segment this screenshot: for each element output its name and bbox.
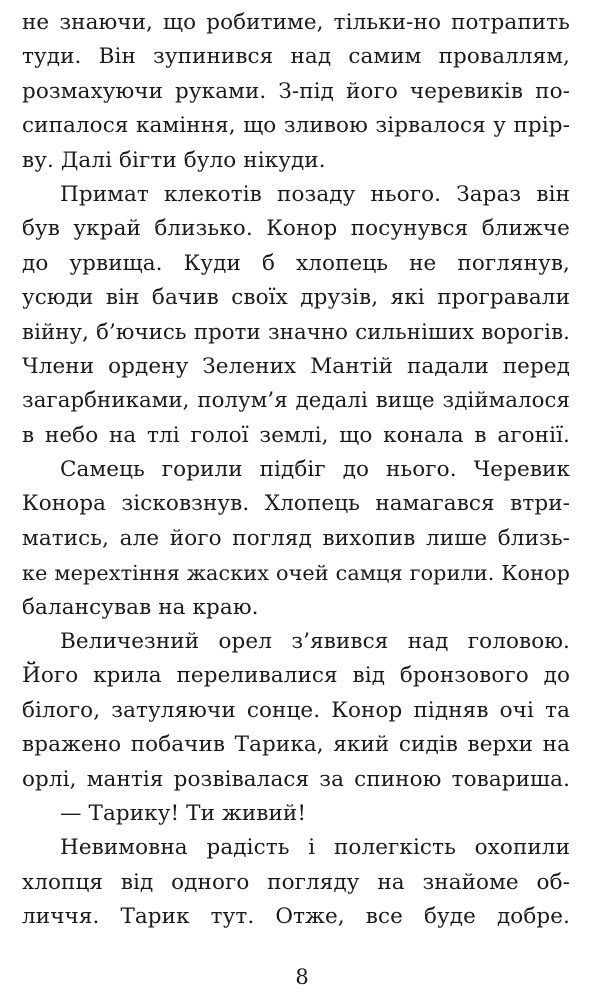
- text-line: в небо на тлі голої землі, що конала в агонії.: [22, 422, 570, 448]
- text-line: Самець горили підбіг до нього. Черевик: [60, 457, 570, 483]
- text-line: Величезний орел з’явився над головою.: [60, 629, 570, 655]
- text-line: Примат клекотів позаду нього. Зараз він: [60, 181, 570, 207]
- text-line: матись, але його погляд вихопив лише близь-: [22, 525, 570, 551]
- text-line: Його крила переливалися від бронзового до: [22, 663, 570, 689]
- text-line: не знаючи, що робитиме, тільки-но потрапить: [22, 10, 570, 35]
- text-line: балансував на краю.: [22, 594, 259, 620]
- text-line: був украй близько. Конор посунувся ближче: [22, 216, 570, 242]
- body-text: [22, 6, 570, 935]
- text-line: до урвища. Куди б хлопець не поглянув,: [22, 250, 570, 276]
- text-line: — Тарику! Ти живий!: [60, 800, 307, 826]
- text-line: орлі, мантія розвівалася за спиною товариша.: [22, 766, 570, 792]
- text-line: Члени ордену Зелених Мантій падали перед: [22, 353, 570, 379]
- text-line: вражено побачив Тарика, який сидів верхи на: [22, 732, 570, 758]
- text-line: ву. Далі бігти було нікуди.: [22, 147, 326, 173]
- text-line: Невимовна радість і полегкість охопили: [60, 835, 570, 861]
- text-line: війну, б’ючись проти значно сильніших ворогів.: [22, 319, 570, 345]
- text-line: личчя. Тарик тут. Отже, все буде добре.: [22, 904, 570, 930]
- page-number: 8: [295, 965, 309, 989]
- text-line: туди. Він зупинився над самим проваллям,: [22, 44, 570, 70]
- text-line: білого, затуляючи сонце. Конор підняв очі та: [22, 697, 570, 723]
- text-line: розмахуючи руками. З-під його черевиків по-: [22, 78, 570, 104]
- text-line: хлопця від одного погляду на знайоме об-: [22, 869, 570, 895]
- text-line: Конора зісковзнув. Хлопець намагався втри-: [22, 491, 570, 517]
- text-line: сипалося каміння, що зливою зірвалося у прір-: [22, 113, 570, 139]
- text-line: усюди він бачив своїх друзів, які програвали: [22, 285, 570, 311]
- text-line: загарбниками, полум’я дедалі вище здіймалося: [22, 388, 570, 414]
- text-line: ке мерехтіння жаских очей самця горили. Конор: [22, 561, 570, 586]
